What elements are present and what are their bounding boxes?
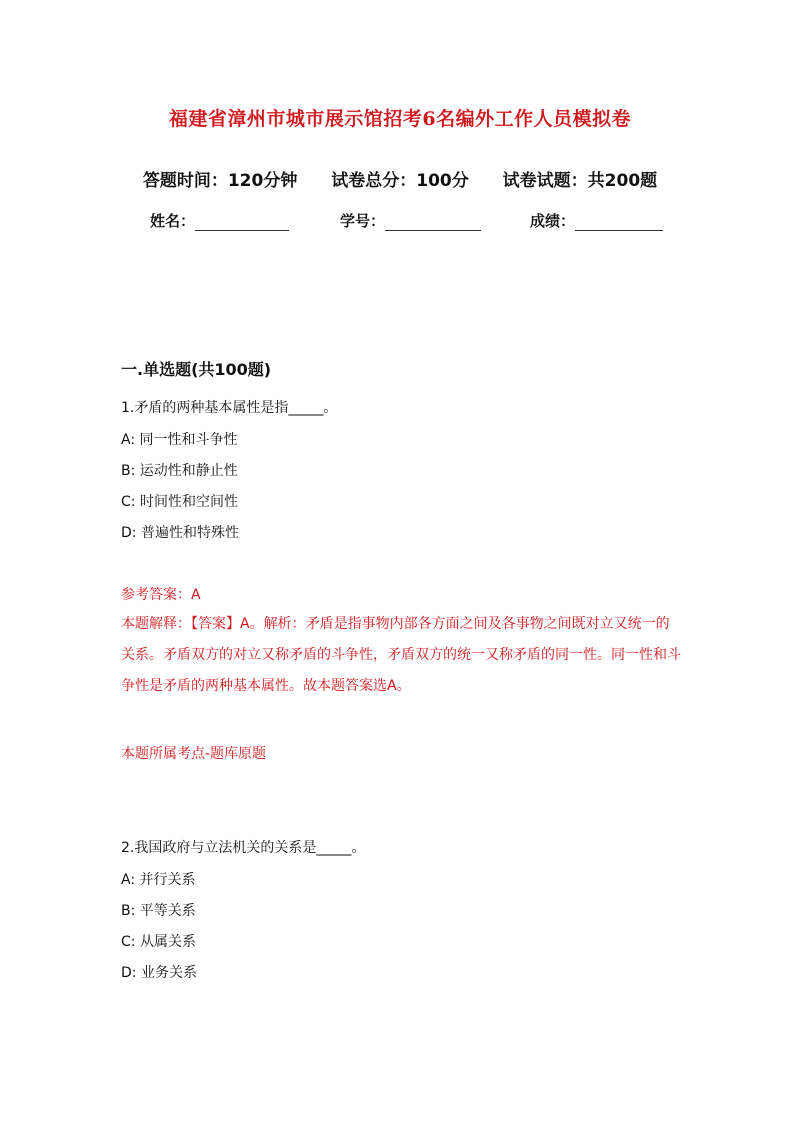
question-1-explanation: 本题解释：【答案】A。解析：矛盾是指事物内部各方面之间及各事物之间既对立又统一的关系。矛盾双方的对立又称矛盾的斗争性，矛盾双方的统一又称矛盾的同一性。同一性和斗争性是矛盾的两种基本属性。故本题答案选A。	[121, 616, 681, 694]
score-label: 成绩：	[530, 212, 576, 230]
name-blank	[195, 214, 289, 231]
question-2-option-c: C: 从属关系	[121, 934, 196, 950]
question-2-option-b: B: 平等关系	[121, 903, 196, 919]
question-1-option-b: B: 运动性和静止性	[121, 463, 238, 479]
exam-title: 福建省漳州市城市展示馆招考6名编外工作人员模拟卷	[168, 108, 632, 130]
score-blank	[575, 214, 663, 231]
question-1-option-c: C: 时间性和空间性	[121, 494, 238, 510]
exam-total-score: 试卷总分：100分	[331, 171, 469, 191]
question-2-option-a: A: 并行关系	[121, 872, 196, 888]
name-label: 姓名：	[150, 212, 196, 230]
question-1-stem: 1.矛盾的两种基本属性是指_____。	[121, 400, 338, 416]
question-1-source: 本题所属考点-题库原题	[121, 746, 267, 762]
student-id-blank	[385, 214, 481, 231]
exam-question-count: 试卷试题：共200题	[502, 171, 658, 191]
student-id-field	[340, 210, 481, 231]
exam-time: 答题时间：120分钟	[142, 171, 298, 191]
exam-meta	[0, 166, 800, 191]
question-1-answer: 参考答案：A	[121, 587, 201, 603]
section-heading: 一.单选题(共100题)	[121, 360, 272, 379]
score-field	[530, 210, 663, 231]
question-1-option-d: D: 普遍性和特殊性	[121, 525, 239, 541]
question-2-option-d: D: 业务关系	[121, 965, 197, 981]
question-1-option-a: A: 同一性和斗争性	[121, 432, 238, 448]
student-id-label: 学号：	[340, 212, 386, 230]
question-2-stem: 2.我国政府与立法机关的关系是_____。	[121, 840, 366, 856]
name-field	[150, 210, 289, 231]
